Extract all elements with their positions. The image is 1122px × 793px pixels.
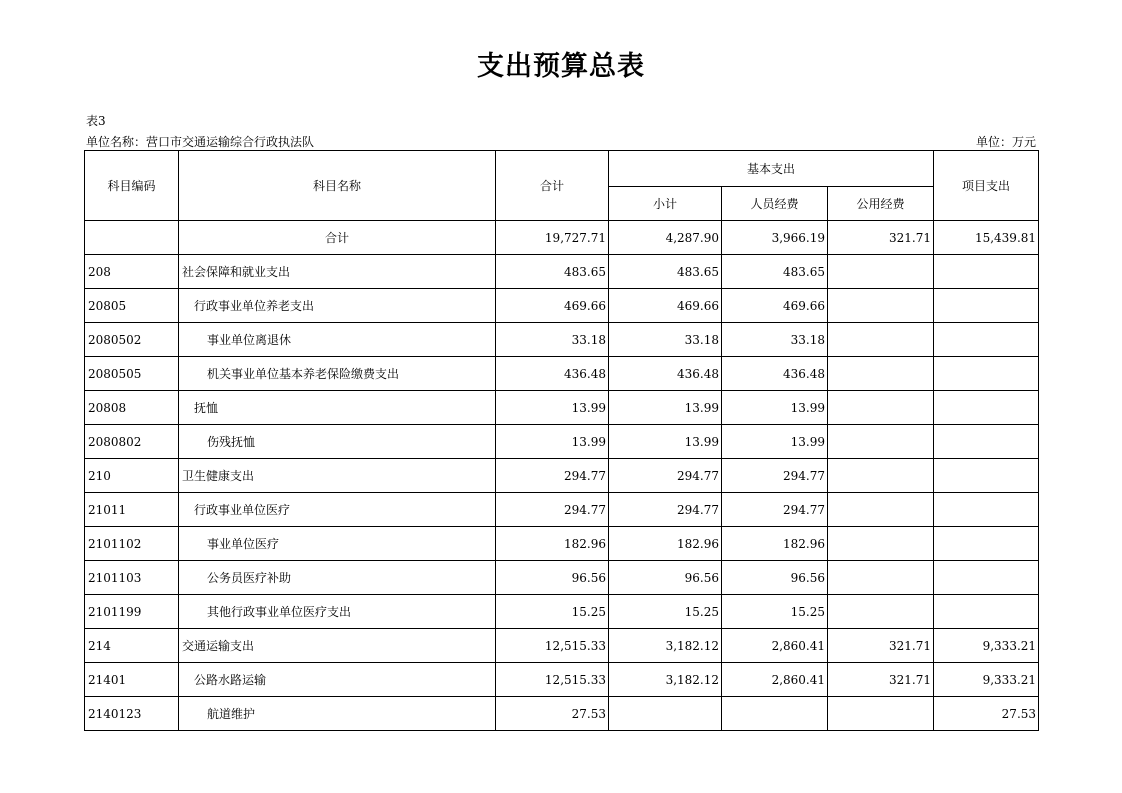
table-row xyxy=(85,323,1039,357)
cell-public: 321.71 xyxy=(828,221,934,255)
header-subtotal: 小计 xyxy=(609,187,722,221)
cell-personnel: 96.56 xyxy=(722,561,828,595)
cell-name: 其他行政事业单位医疗支出 xyxy=(179,595,496,629)
unit-name: 单位名称：营口市交通运输综合行政执法队 xyxy=(86,135,315,149)
cell-total: 294.77 xyxy=(496,459,609,493)
cell-name: 社会保障和就业支出 xyxy=(179,255,496,289)
cell-public xyxy=(828,391,934,425)
cell-subtotal: 469.66 xyxy=(609,289,722,323)
cell-project xyxy=(934,561,1039,595)
cell-project xyxy=(934,595,1039,629)
cell-subtotal: 483.65 xyxy=(609,255,722,289)
cell-total: 19,727.71 xyxy=(496,221,609,255)
cell-public: 321.71 xyxy=(828,663,934,697)
cell-name: 航道维护 xyxy=(179,697,496,731)
cell-name: 机关事业单位基本养老保险缴费支出 xyxy=(179,357,496,391)
cell-code: 2101103 xyxy=(85,561,179,595)
cell-name: 行政事业单位养老支出 xyxy=(179,289,496,323)
cell-personnel: 469.66 xyxy=(722,289,828,323)
cell-public xyxy=(828,493,934,527)
table-row xyxy=(85,289,1039,323)
cell-name: 公路水路运输 xyxy=(179,663,496,697)
cell-total: 13.99 xyxy=(496,425,609,459)
cell-name: 合计 xyxy=(179,221,496,255)
cell-public xyxy=(828,255,934,289)
cell-code: 2080505 xyxy=(85,357,179,391)
cell-personnel: 13.99 xyxy=(722,425,828,459)
table-row xyxy=(85,663,1039,697)
cell-name: 事业单位离退休 xyxy=(179,323,496,357)
header-public: 公用经费 xyxy=(828,187,934,221)
cell-total: 12,515.33 xyxy=(496,629,609,663)
cell-code: 2101102 xyxy=(85,527,179,561)
cell-name: 抚恤 xyxy=(179,391,496,425)
cell-subtotal: 3,182.12 xyxy=(609,663,722,697)
cell-public xyxy=(828,425,934,459)
cell-code: 20805 xyxy=(85,289,179,323)
header-basic: 基本支出 xyxy=(609,151,934,187)
cell-personnel: 3,966.19 xyxy=(722,221,828,255)
cell-personnel: 33.18 xyxy=(722,323,828,357)
cell-name: 行政事业单位医疗 xyxy=(179,493,496,527)
cell-subtotal: 4,287.90 xyxy=(609,221,722,255)
cell-code: 21401 xyxy=(85,663,179,697)
cell-public xyxy=(828,289,934,323)
cell-code: 2080502 xyxy=(85,323,179,357)
cell-code: 2101199 xyxy=(85,595,179,629)
page-title: 支出预算总表 xyxy=(477,51,645,82)
table-row xyxy=(85,221,1039,255)
cell-name: 卫生健康支出 xyxy=(179,459,496,493)
cell-project xyxy=(934,527,1039,561)
cell-public xyxy=(828,561,934,595)
cell-total: 15.25 xyxy=(496,595,609,629)
cell-project xyxy=(934,425,1039,459)
cell-public xyxy=(828,595,934,629)
cell-code: 2080802 xyxy=(85,425,179,459)
cell-personnel: 483.65 xyxy=(722,255,828,289)
cell-subtotal xyxy=(609,697,722,731)
cell-name: 伤残抚恤 xyxy=(179,425,496,459)
cell-subtotal: 13.99 xyxy=(609,425,722,459)
table-number: 表3 xyxy=(86,114,106,128)
cell-project xyxy=(934,493,1039,527)
cell-subtotal: 13.99 xyxy=(609,391,722,425)
cell-project xyxy=(934,255,1039,289)
cell-public xyxy=(828,527,934,561)
cell-personnel: 294.77 xyxy=(722,493,828,527)
cell-total: 12,515.33 xyxy=(496,663,609,697)
cell-name: 事业单位医疗 xyxy=(179,527,496,561)
cell-total: 27.53 xyxy=(496,697,609,731)
table-row xyxy=(85,527,1039,561)
cell-total: 469.66 xyxy=(496,289,609,323)
table-row xyxy=(85,595,1039,629)
cell-total: 436.48 xyxy=(496,357,609,391)
cell-public xyxy=(828,697,934,731)
cell-personnel: 2,860.41 xyxy=(722,663,828,697)
currency-unit: 单位：万元 xyxy=(975,135,1036,149)
cell-code: 214 xyxy=(85,629,179,663)
cell-code: 21011 xyxy=(85,493,179,527)
header-name: 科目名称 xyxy=(179,151,496,221)
cell-public xyxy=(828,357,934,391)
cell-personnel: 13.99 xyxy=(722,391,828,425)
table-row xyxy=(85,697,1039,731)
header-project: 项目支出 xyxy=(934,151,1039,221)
cell-code: 208 xyxy=(85,255,179,289)
header-code: 科目编码 xyxy=(85,151,179,221)
cell-subtotal: 33.18 xyxy=(609,323,722,357)
cell-personnel: 436.48 xyxy=(722,357,828,391)
cell-project: 15,439.81 xyxy=(934,221,1039,255)
cell-subtotal: 294.77 xyxy=(609,459,722,493)
cell-public xyxy=(828,459,934,493)
cell-code: 2140123 xyxy=(85,697,179,731)
cell-project xyxy=(934,459,1039,493)
cell-project: 9,333.21 xyxy=(934,629,1039,663)
table-row xyxy=(85,493,1039,527)
cell-subtotal: 294.77 xyxy=(609,493,722,527)
budget-table xyxy=(84,150,1039,731)
cell-total: 33.18 xyxy=(496,323,609,357)
cell-name: 公务员医疗补助 xyxy=(179,561,496,595)
table-row xyxy=(85,391,1039,425)
cell-public: 321.71 xyxy=(828,629,934,663)
cell-subtotal: 15.25 xyxy=(609,595,722,629)
table-row xyxy=(85,357,1039,391)
cell-total: 96.56 xyxy=(496,561,609,595)
table-row xyxy=(85,561,1039,595)
cell-code: 210 xyxy=(85,459,179,493)
table-row xyxy=(85,459,1039,493)
header-personnel: 人员经费 xyxy=(722,187,828,221)
cell-total: 13.99 xyxy=(496,391,609,425)
table-row xyxy=(85,255,1039,289)
cell-personnel: 294.77 xyxy=(722,459,828,493)
cell-code xyxy=(85,221,179,255)
header-total: 合计 xyxy=(496,151,609,221)
cell-code: 20808 xyxy=(85,391,179,425)
cell-project: 9,333.21 xyxy=(934,663,1039,697)
table-row xyxy=(85,425,1039,459)
cell-total: 182.96 xyxy=(496,527,609,561)
cell-personnel: 2,860.41 xyxy=(722,629,828,663)
cell-project: 27.53 xyxy=(934,697,1039,731)
cell-public xyxy=(828,323,934,357)
cell-project xyxy=(934,289,1039,323)
cell-subtotal: 182.96 xyxy=(609,527,722,561)
table-row xyxy=(85,629,1039,663)
cell-project xyxy=(934,391,1039,425)
cell-personnel: 15.25 xyxy=(722,595,828,629)
cell-personnel xyxy=(722,697,828,731)
cell-project xyxy=(934,357,1039,391)
cell-project xyxy=(934,323,1039,357)
cell-subtotal: 3,182.12 xyxy=(609,629,722,663)
cell-subtotal: 436.48 xyxy=(609,357,722,391)
cell-personnel: 182.96 xyxy=(722,527,828,561)
cell-total: 483.65 xyxy=(496,255,609,289)
cell-subtotal: 96.56 xyxy=(609,561,722,595)
cell-name: 交通运输支出 xyxy=(179,629,496,663)
cell-total: 294.77 xyxy=(496,493,609,527)
